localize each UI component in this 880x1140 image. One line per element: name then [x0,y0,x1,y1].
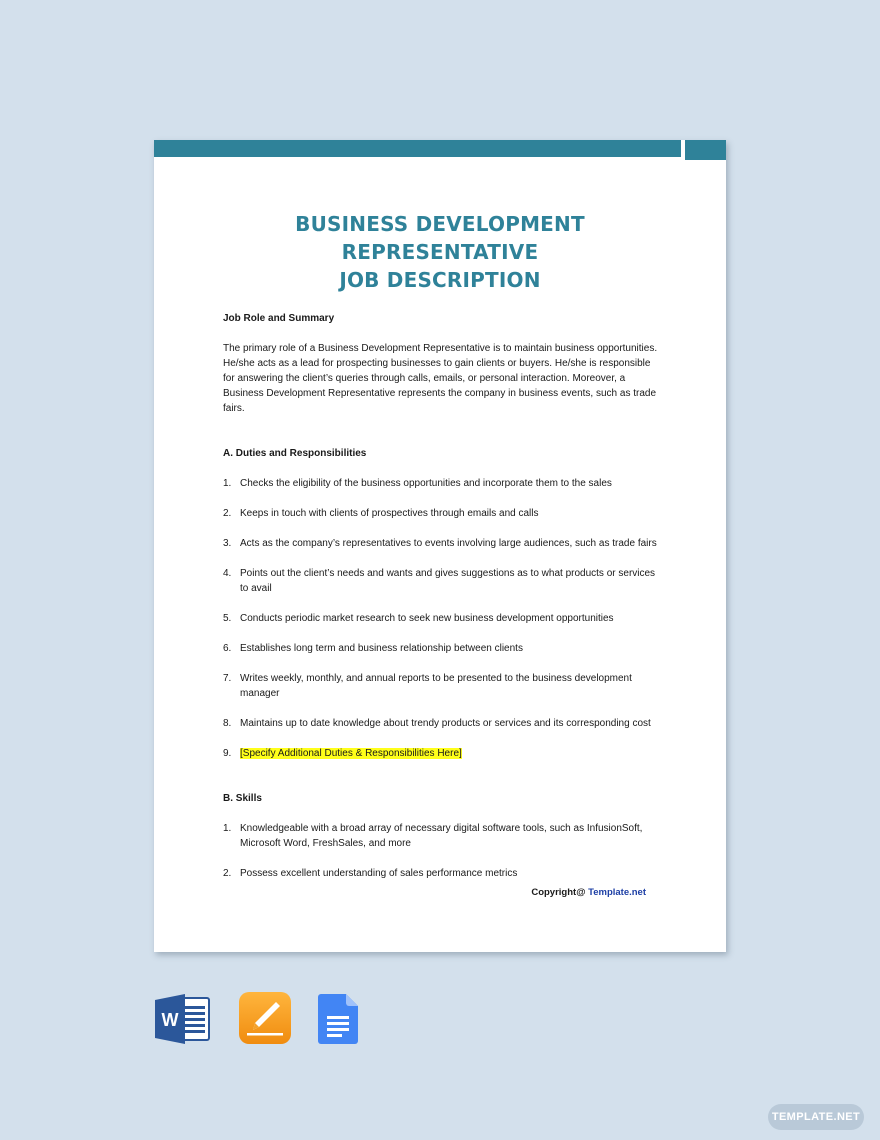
header-accent-tab [685,140,726,160]
duties-heading: A. Duties and Responsibilities [223,448,367,459]
copyright-prefix: Copyright@ [531,887,589,898]
list-item [223,671,659,701]
list-item [223,716,659,731]
list-number: 8. [223,718,232,729]
list-number: 9. [223,748,232,759]
pages-icon[interactable] [239,992,291,1049]
list-text: Acts as the company’s representatives to events involving large audiences, such as trade fairs [240,538,657,549]
list-item [223,821,659,851]
copyright-link[interactable]: Template.net [588,887,646,898]
summary-heading: Job Role and Summary [223,313,335,324]
list-number: 2. [223,508,232,519]
list-number: 2. [223,868,232,879]
document-page [154,140,726,952]
list-item [223,476,659,491]
placeholder-highlight: [Specify Additional Duties & Responsibilities Here] [240,748,462,759]
list-item [223,866,659,881]
list-item [223,611,659,626]
list-number: 1. [223,823,232,834]
summary-paragraph: The primary role of a Business Development Representative is to maintain business opportunities. He/she acts as a lead for prospecting businesses to gain clients or buyers. He/she is responsible for answering the client’s queries through calls, emails, or personal interaction. Moreover, a Business Development Representative represents the company in business events, such as trade fairs. [223,343,658,414]
header-accent-bar [154,140,681,157]
app-icons-row [155,992,365,1046]
list-text: Maintains up to date knowledge about trendy products or services and its corresponding cost [240,718,651,729]
list-text: Possess excellent understanding of sales performance metrics [240,868,518,879]
google-docs-icon[interactable] [318,994,358,1049]
list-item [223,506,659,521]
list-text: Establishes long term and business relationship between clients [240,643,523,654]
list-number: 1. [223,478,232,489]
list-text: Checks the eligibility of the business opportunities and incorporate them to the sales [240,478,612,489]
document-body [223,311,659,881]
list-number: 6. [223,643,232,654]
skills-heading: B. Skills [223,793,262,804]
list-text: Knowledgeable with a broad array of necessary digital software tools, such as InfusionSoft, Microsoft Word, FreshSales, and more [240,823,643,849]
list-item [223,566,659,596]
list-number: 3. [223,538,232,549]
list-text: Writes weekly, monthly, and annual reports to be presented to the business development manager [240,673,632,699]
list-number: 4. [223,568,232,579]
word-icon-letter: W [161,1010,179,1030]
template-net-watermark: TEMPLATE.NET [768,1104,864,1130]
list-text: Keeps in touch with clients of prospectives through emails and calls [240,508,539,519]
document-title [194,210,686,294]
list-text: Points out the client’s needs and wants and gives suggestions as to what products or services to avail [240,568,656,594]
list-item [223,746,659,761]
title-line-2: JOB DESCRIPTION [339,268,541,292]
title-line-1: BUSINESS DEVELOPMENT REPRESENTATIVE [295,212,585,264]
list-number: 5. [223,613,232,624]
word-icon[interactable] [155,994,211,1049]
list-text: Conducts periodic market research to seek new business development opportunities [240,613,614,624]
list-item [223,536,659,551]
list-item [223,641,659,656]
skills-list [223,821,659,881]
list-number: 7. [223,673,232,684]
duties-list [223,476,659,761]
copyright-line [531,887,646,898]
